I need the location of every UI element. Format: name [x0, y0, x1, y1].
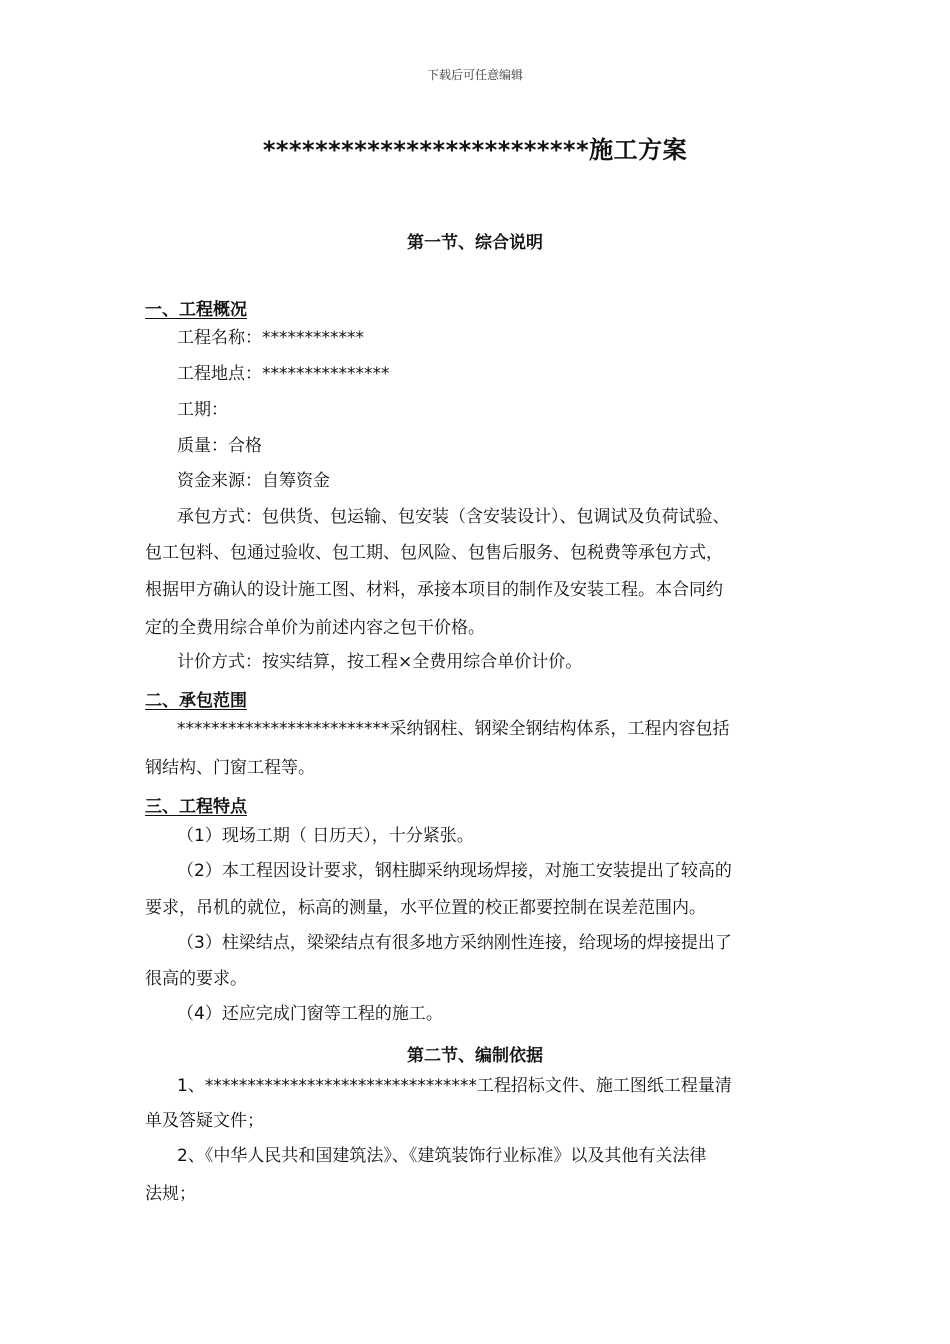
- section-title: 第一节、综合说明: [407, 233, 543, 253]
- pricing-line: 计价方式：按实结算，按工程×全费用综合单价计价。: [177, 652, 583, 672]
- duration-line: 工期：: [177, 400, 228, 420]
- contract-method-line: 承包方式：包供货、包运输、包安装（含安装设计）、包调试及负荷试验、: [177, 507, 730, 527]
- header-note: 下载后可任意编辑: [426, 68, 523, 82]
- heading-overview: 一、工程概况: [145, 300, 247, 320]
- basis-line: 单及答疑文件；: [145, 1111, 264, 1131]
- basis-line: 2、《中华人民共和国建筑法》、《建筑装饰行业标准》以及其他有关法律: [177, 1146, 707, 1166]
- scope-line: *************************采纳钢柱、钢梁全钢结构体系，工程内容包括: [177, 719, 730, 739]
- contract-method-line: 包工包料、包通过验收、包工期、包风险、包售后服务、包税费等承包方式，: [145, 543, 723, 563]
- contract-method-line: 定的全费用综合单价为前述内容之包干价格。: [145, 618, 485, 638]
- document-title: *************************施工方案: [262, 136, 688, 164]
- quality-line: 质量：合格: [177, 436, 262, 456]
- feature-line: 要求，吊机的就位，标高的测量，水平位置的校正都要控制在误差范围内。: [145, 898, 706, 918]
- funding-line: 资金来源：自筹资金: [177, 471, 330, 491]
- project-location-line: 工程地点：***************: [177, 364, 390, 384]
- heading-features: 三、工程特点: [145, 797, 247, 817]
- basis-line: 法规；: [145, 1184, 196, 1204]
- feature-line: （4）还应完成门窗等工程的施工。: [177, 1004, 443, 1024]
- feature-line: （2）本工程因设计要求，钢柱脚采纳现场焊接，对施工安装提出了较高的: [177, 861, 732, 881]
- feature-line: （1）现场工期（ 日历天），十分紧张。: [177, 826, 474, 846]
- feature-line: 很高的要求。: [145, 969, 247, 989]
- section-title: 第二节、编制依据: [407, 1046, 543, 1066]
- basis-line: 1、********************************工程招标文件、施工图纸工程量清: [177, 1076, 732, 1096]
- heading-scope: 二、承包范围: [145, 691, 247, 711]
- contract-method-line: 根据甲方确认的设计施工图、材料，承接本项目的制作及安装工程。本合同约: [145, 580, 723, 600]
- scope-line: 钢结构、门窗工程等。: [145, 758, 315, 778]
- project-name-line: 工程名称：************: [177, 328, 364, 348]
- feature-line: （3）柱梁结点，梁梁结点有很多地方采纳刚性连接，给现场的焊接提出了: [177, 933, 732, 953]
